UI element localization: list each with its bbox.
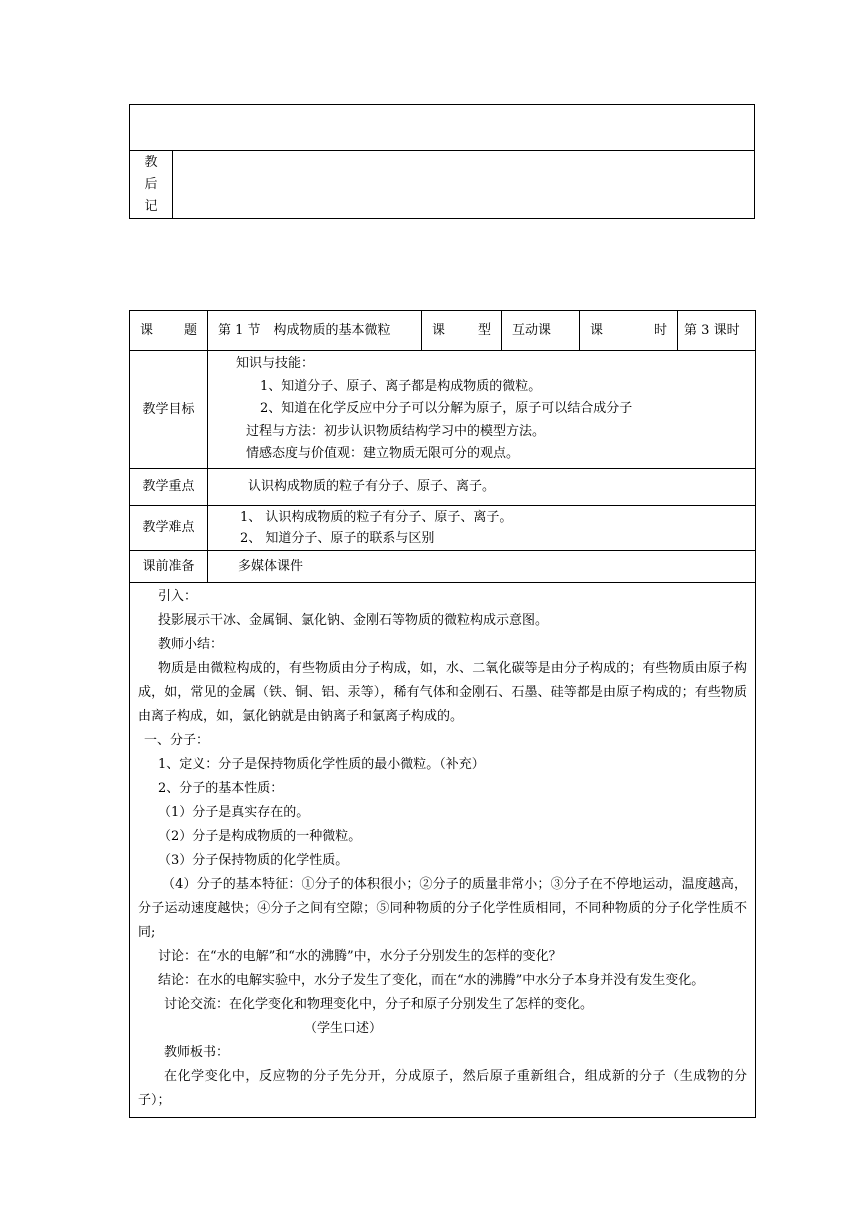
topic-label: 课 题 bbox=[130, 311, 208, 351]
period-value: 第 3 课时 bbox=[678, 311, 756, 351]
reflection-table bbox=[129, 104, 755, 219]
process-paragraph: （2）分子是构成物质的一种微粒。 bbox=[158, 829, 362, 844]
teaching-process-content bbox=[130, 583, 756, 1118]
period-label: 课 时 bbox=[580, 311, 678, 351]
process-paragraph: 教师板书： bbox=[164, 1045, 230, 1060]
type-value: 互动课 bbox=[502, 311, 580, 351]
process-paragraph: 投影展示干冰、金属铜、氯化钠、金刚石等物质的微粒构成示意图。 bbox=[158, 613, 549, 628]
process-paragraph: 一、分子： bbox=[144, 733, 210, 748]
process-paragraph: （4）分子的基本特征：①分子的体积很小；②分子的质量非常小；③分子在不停地运动，温度越高，分子运动速度越快；④分子之间有空隙；⑤同种物质的分子化学性质相同，不同种物质的分子化学性质不同; bbox=[138, 877, 748, 940]
process-paragraph: （1）分子是真实存在的。 bbox=[158, 805, 310, 820]
post-lesson-notes-content bbox=[173, 151, 755, 219]
process-paragraph: 1、定义：分子是保持物质化学性质的最小微粒。（补充） bbox=[158, 757, 485, 772]
preparation-content: 多媒体课件 bbox=[208, 551, 756, 583]
process-paragraph: （学生口述） bbox=[304, 1021, 383, 1036]
difficulty-line: 2、 知道分子、原子的联系与区别 bbox=[240, 531, 435, 546]
objective-line: 情感态度与价值观：建立物质无限可分的观点。 bbox=[246, 446, 520, 462]
process-paragraph: 结论：在水的电解实验中，水分子发生了变化，而在“水的沸腾”中水分子本身并没有发生变化。 bbox=[158, 973, 705, 988]
process-paragraph: 引入： bbox=[158, 589, 198, 604]
key-points-row bbox=[130, 469, 756, 506]
process-paragraph: 在化学变化中，反应物的分子先分开，分成原子，然后原子重新组合，组成新的分子（生成物的分子）； bbox=[138, 1069, 748, 1108]
empty-cell bbox=[130, 105, 755, 151]
process-paragraph: 讨论：在“水的电解”和“水的沸腾”中，水分子分别发生的怎样的变化？ bbox=[158, 949, 562, 964]
reflection-top-row bbox=[130, 105, 755, 151]
lesson-plan-table bbox=[129, 310, 756, 1118]
process-paragraph: 教师小结： bbox=[158, 637, 224, 652]
objectives-content bbox=[208, 351, 756, 469]
objective-line: 2、知道在化学反应中分子可以分解为原子，原子可以结合成分子 bbox=[260, 401, 633, 417]
objective-line: 知识与技能： bbox=[236, 356, 315, 372]
process-paragraph: 讨论交流：在化学变化和物理变化中，分子和原子分别发生了怎样的变化。 bbox=[164, 997, 594, 1012]
post-lesson-notes-label: 教 后 记 bbox=[130, 151, 173, 219]
key-points-content: 认识构成物质的粒子有分子、原子、离子。 bbox=[208, 469, 756, 506]
difficulties-content bbox=[208, 506, 756, 551]
process-row bbox=[130, 583, 756, 1118]
objectives-row bbox=[130, 351, 756, 469]
type-label: 课 型 bbox=[422, 311, 502, 351]
topic-value: 第 1 节 构成物质的基本微粒 bbox=[208, 311, 422, 351]
reflection-row bbox=[130, 151, 755, 219]
difficulty-line: 1、 认识构成物质的粒子有分子、原子、离子。 bbox=[240, 510, 513, 525]
process-paragraph: 物质是由微粒构成的，有些物质由分子构成，如，水、二氧化碳等是由分子构成的；有些物质由原子构成，如，常见的金属（铁、铜、铝、汞等），稀有气体和金刚石、石墨、硅等都是由原子构成的；有些物质由离子构成，如，氯化钠就是由钠离子和氯离子构成的。 bbox=[138, 661, 748, 724]
objective-line: 1、知道分子、原子、离子都是构成物质的微粒。 bbox=[260, 378, 542, 394]
process-paragraph: 2、分子的基本性质： bbox=[158, 781, 284, 796]
key-points-label: 教学重点 bbox=[130, 469, 208, 506]
objective-line: 过程与方法：初步认识物质结构学习中的模型方法。 bbox=[246, 423, 546, 439]
difficulties-row bbox=[130, 506, 756, 551]
difficulties-label: 教学难点 bbox=[130, 506, 208, 551]
process-paragraph: （3）分子保持物质的化学性质。 bbox=[158, 853, 349, 868]
preparation-label: 课前准备 bbox=[130, 551, 208, 583]
objectives-label: 教学目标 bbox=[130, 351, 208, 469]
header-row bbox=[130, 311, 756, 351]
preparation-row bbox=[130, 551, 756, 583]
